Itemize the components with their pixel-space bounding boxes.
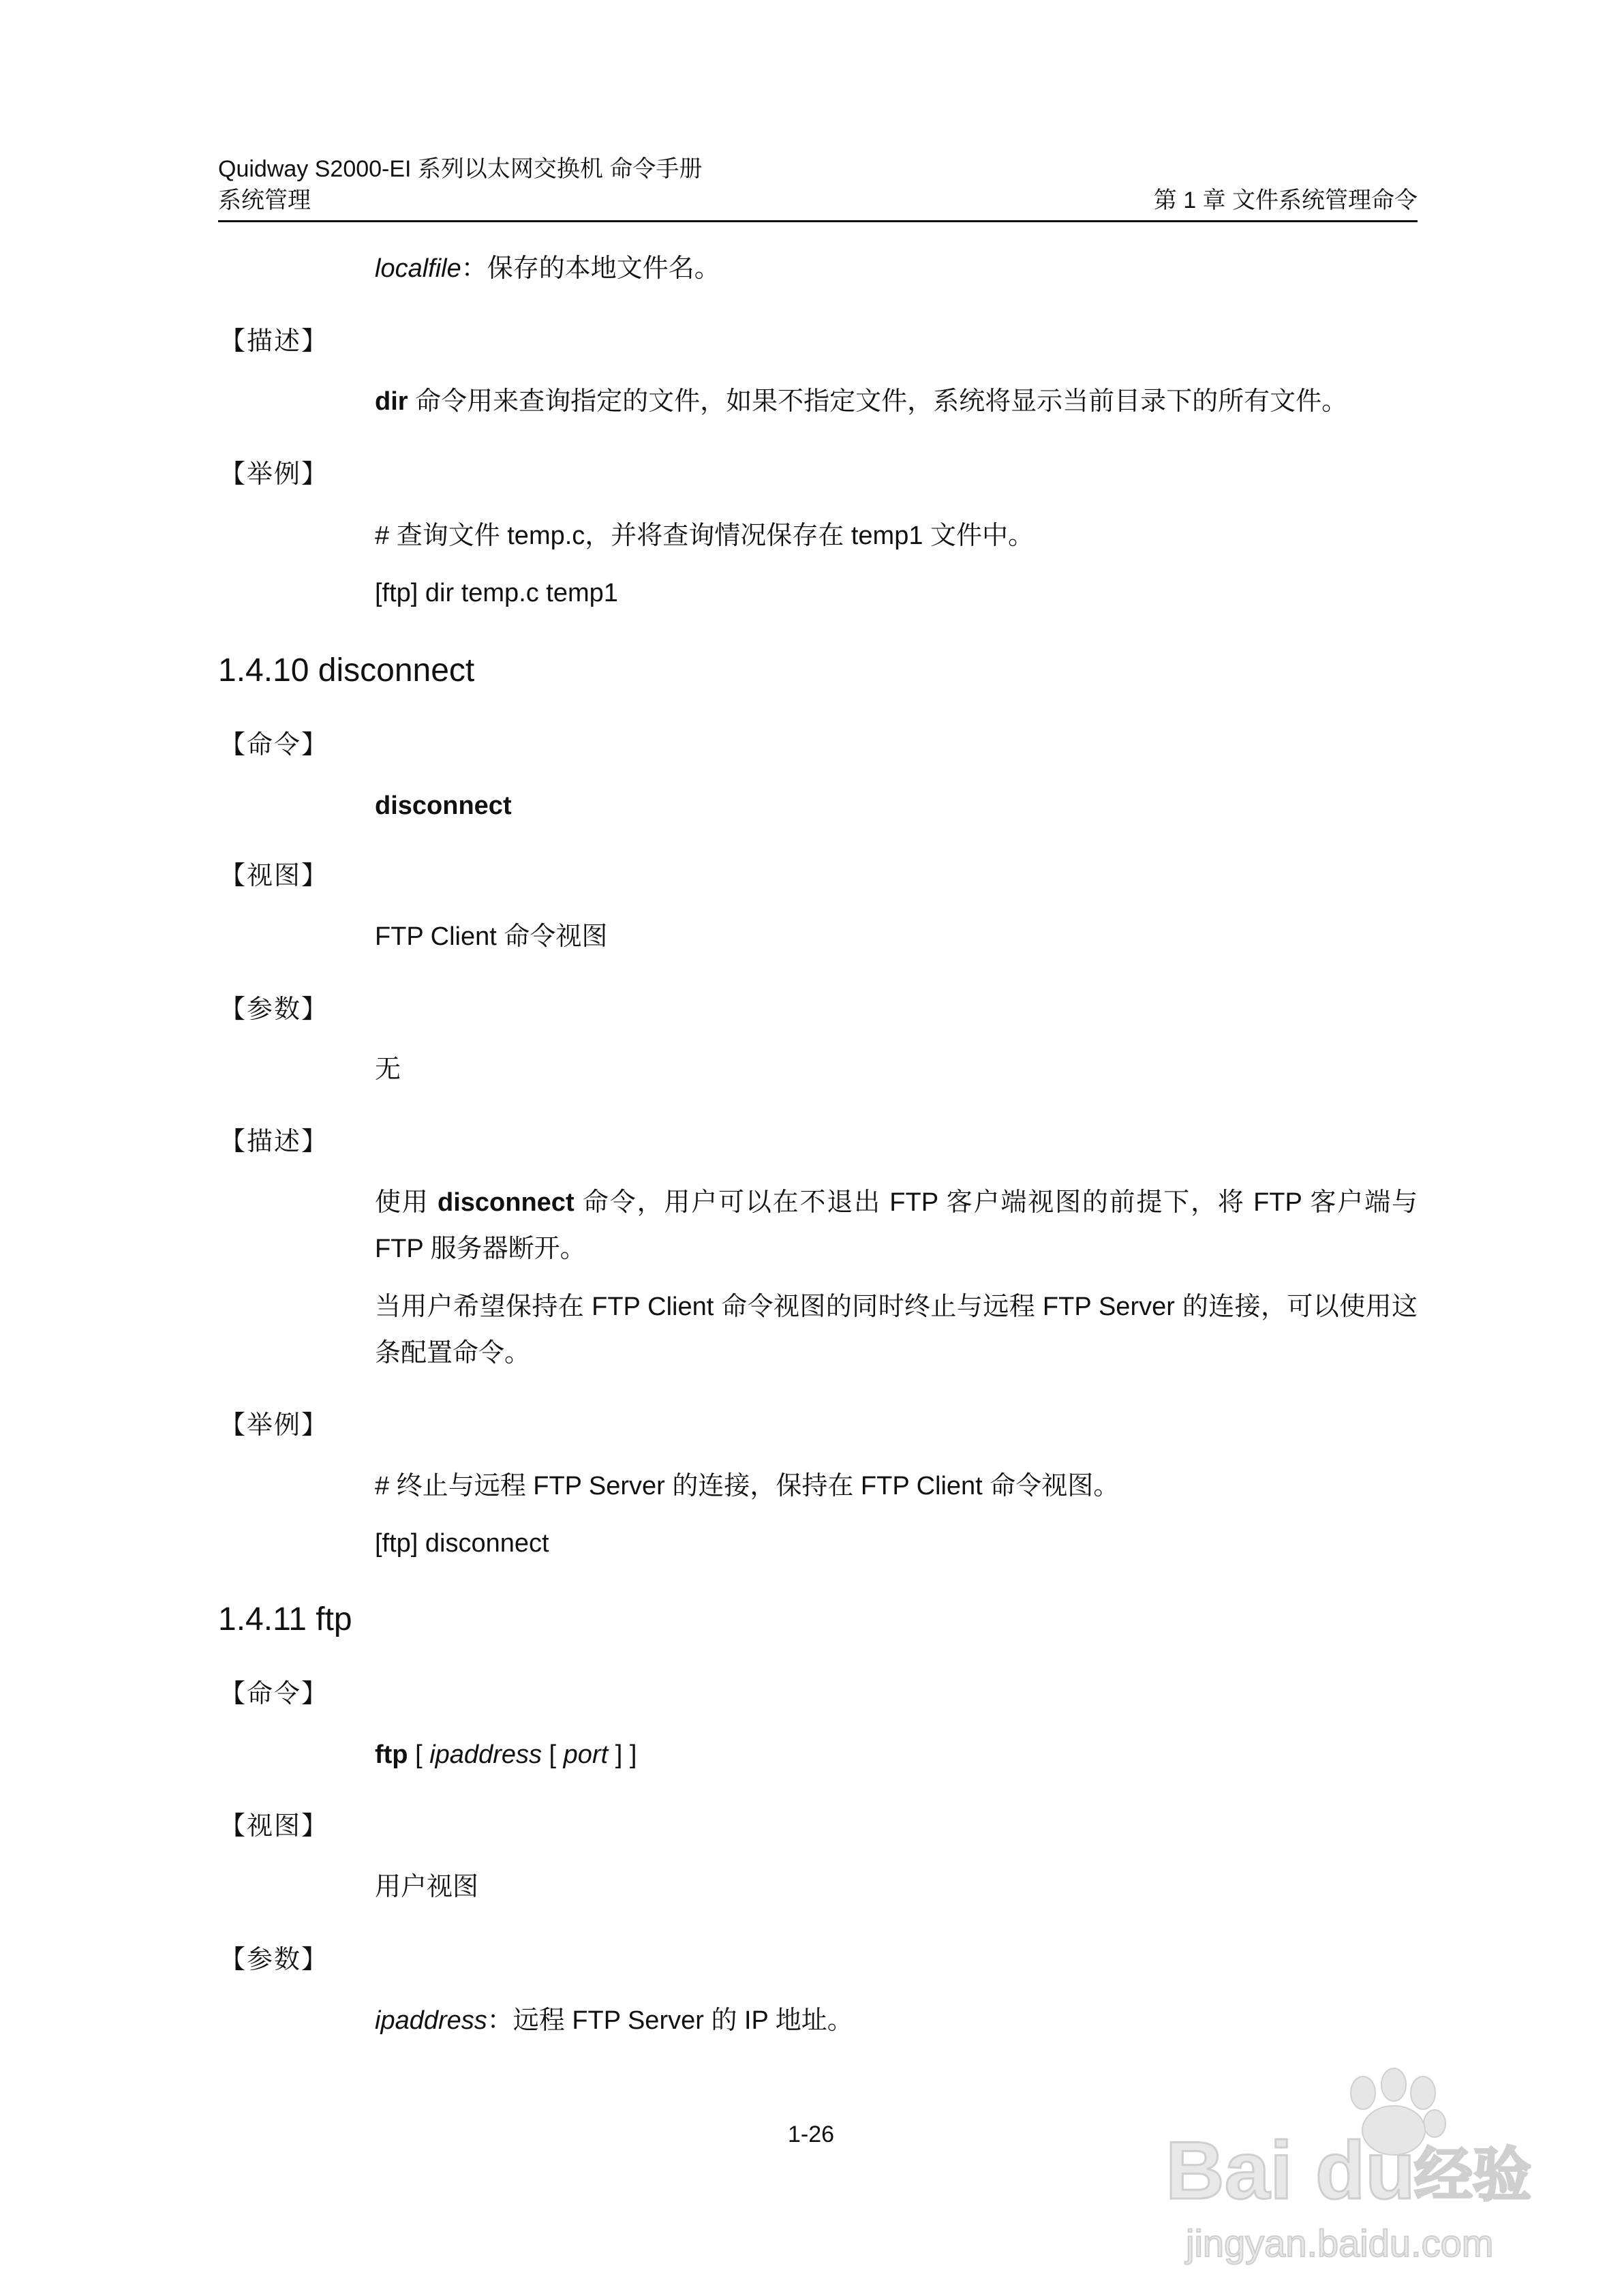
tag-params: 【参数】 xyxy=(219,995,329,1024)
description-paragraph: 当用户希望保持在 FTP Client 命令视图的同时终止与远程 FTP Server 的连接，可以使用这条配置命令。 xyxy=(375,1293,1418,1368)
command-syntax xyxy=(375,1732,1418,1778)
command-syntax xyxy=(375,783,1418,829)
tag-command: 【命令】 xyxy=(219,731,329,759)
syntax-part: [ xyxy=(541,1740,564,1769)
param-term: localfile xyxy=(375,254,461,283)
syntax-arg: port xyxy=(563,1740,609,1769)
param-desc: ：保存的本地文件名。 xyxy=(461,254,720,283)
tag-example: 【举例】 xyxy=(219,460,329,489)
section-heading-disconnect: 1.4.10 disconnect xyxy=(218,652,475,689)
param-localfile xyxy=(375,245,1418,292)
command-name: ftp xyxy=(375,1740,408,1769)
dir-cmd: dir xyxy=(375,387,408,416)
header-rule xyxy=(218,220,1418,222)
command-name: disconnect xyxy=(375,791,512,820)
view-text: FTP Client 命令视图 xyxy=(375,922,608,951)
dir-description xyxy=(375,378,1418,425)
header-chapter: 第 1 章 文件系统管理命令 xyxy=(1153,187,1418,213)
example-code: [ftp] disconnect xyxy=(375,1529,549,1558)
header-section: 系统管理 xyxy=(218,187,311,213)
header-title: Quidway S2000-EI 系列以太网交换机 命令手册 xyxy=(218,156,703,182)
example-comment: # 终止与远程 FTP Server 的连接，保持在 FTP Client 命令视图。 xyxy=(375,1472,1120,1500)
tag-describe: 【描述】 xyxy=(219,1128,329,1156)
svg-text:du: du xyxy=(1315,2125,1416,2216)
example-code: [ftp] dir temp.c temp1 xyxy=(375,579,618,607)
svg-text:Bai: Bai xyxy=(1165,2125,1293,2216)
view-text: 用户视图 xyxy=(375,1873,479,1901)
param-desc: ：远程 FTP Server 的 IP 地址。 xyxy=(487,2006,853,2035)
description-paragraph xyxy=(375,1179,1418,1272)
svg-text:经验: 经验 xyxy=(1414,2141,1531,2209)
tag-view: 【视图】 xyxy=(219,862,329,890)
param-term: ipaddress xyxy=(375,2006,487,2035)
example-comment: # 查询文件 temp.c，并将查询情况保存在 temp1 文件中。 xyxy=(375,522,1035,550)
desc-text: 命令，用户可以在不退出 FTP 客户端视图的前提下，将 FTP 客户端与 FTP 服务器断开。 xyxy=(375,1188,1418,1263)
params-text: 无 xyxy=(375,1055,401,1084)
param-ipaddress xyxy=(375,1997,1418,2044)
tag-params: 【参数】 xyxy=(219,1946,329,1974)
desc-prefix: 使用 xyxy=(375,1188,438,1217)
syntax-part: [ xyxy=(408,1740,430,1769)
tag-example: 【举例】 xyxy=(219,1411,329,1440)
section-heading-ftp: 1.4.11 ftp xyxy=(218,1601,352,1637)
baidu-jingyan-watermark-logo xyxy=(1159,2052,1540,2277)
tag-view: 【视图】 xyxy=(219,1812,329,1841)
svg-text:jingyan.baidu.com: jingyan.baidu.com xyxy=(1186,2222,1494,2265)
tag-describe: 【描述】 xyxy=(219,327,329,356)
dir-desc: 命令用来查询指定的文件，如果不指定文件，系统将显示当前目录下的所有文件。 xyxy=(408,387,1348,416)
syntax-part: ] ] xyxy=(608,1740,637,1769)
page-number: 1-26 xyxy=(787,2121,835,2147)
tag-command: 【命令】 xyxy=(219,1680,329,1708)
syntax-arg: ipaddress xyxy=(429,1740,542,1769)
desc-cmd: disconnect xyxy=(438,1188,575,1217)
